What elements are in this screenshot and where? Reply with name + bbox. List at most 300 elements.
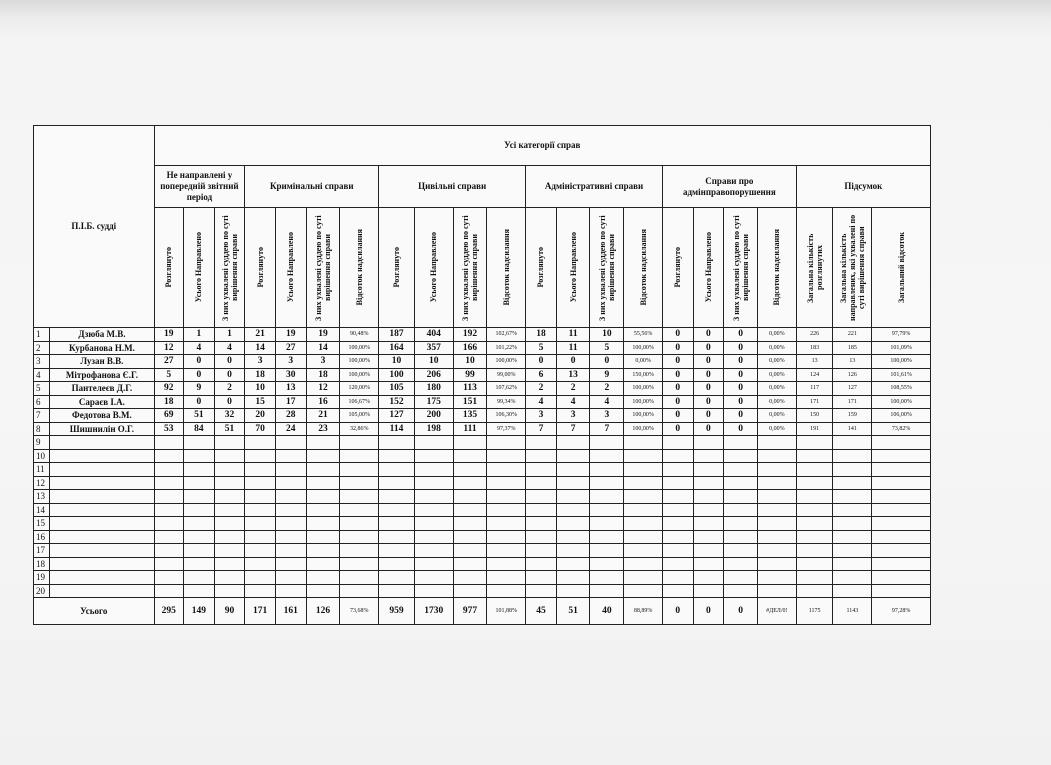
empty-cell xyxy=(50,517,154,531)
table-cell: 100,00% xyxy=(340,355,379,369)
table-cell: 101,61% xyxy=(872,368,931,382)
subheader-administrative-sent-total xyxy=(556,208,590,328)
table-cell: 150,00% xyxy=(624,368,663,382)
empty-cell xyxy=(757,476,796,490)
table-cell: 3 xyxy=(245,355,276,369)
table-cell: 100,00% xyxy=(624,395,663,409)
table-cell: 69 xyxy=(154,409,184,423)
empty-cell xyxy=(275,503,306,517)
empty-cell xyxy=(487,571,526,585)
subheader-criminal-sent-total xyxy=(275,208,306,328)
table-cell: 2 xyxy=(214,382,245,396)
table-cell: 3 xyxy=(526,409,557,423)
table-cell: 0 xyxy=(662,395,693,409)
judge-name: Сараєв І.А. xyxy=(50,395,154,409)
empty-cell xyxy=(693,463,724,477)
empty-cell xyxy=(414,557,453,571)
table-cell: 73,82% xyxy=(872,422,931,436)
total-cell: 101,88% xyxy=(487,598,526,625)
group-header-summary: Підсумок xyxy=(796,166,930,208)
row-number: 17 xyxy=(34,544,50,558)
table-cell: 1 xyxy=(184,328,215,342)
empty-cell xyxy=(624,571,663,585)
table-cell: 19 xyxy=(275,328,306,342)
empty-cell xyxy=(796,557,833,571)
empty-cell xyxy=(245,436,276,450)
empty-cell xyxy=(526,436,557,450)
empty-cell xyxy=(757,557,796,571)
empty-cell xyxy=(526,584,557,598)
table-cell: 107,62% xyxy=(487,382,526,396)
subheader-label: Загальна кількість направлених, які ухвалені по суті вирішення справи xyxy=(838,214,866,321)
empty-cell xyxy=(590,476,624,490)
empty-cell xyxy=(796,584,833,598)
table-cell: 92 xyxy=(154,382,184,396)
empty-cell xyxy=(624,517,663,531)
empty-cell xyxy=(154,503,184,517)
row-number: 16 xyxy=(34,530,50,544)
subheader-label: Відсоток надсилання xyxy=(354,229,364,306)
empty-cell xyxy=(379,449,415,463)
table-cell: 18 xyxy=(306,368,340,382)
table-cell: 171 xyxy=(796,395,833,409)
empty-cell xyxy=(275,436,306,450)
empty-cell xyxy=(833,490,872,504)
empty-cell xyxy=(662,463,693,477)
table-cell: 120,00% xyxy=(340,382,379,396)
empty-cell xyxy=(487,517,526,531)
total-cell: 0 xyxy=(724,598,758,625)
table-cell: 124 xyxy=(796,368,833,382)
empty-cell xyxy=(796,503,833,517)
table-cell: 9 xyxy=(184,382,215,396)
empty-cell xyxy=(275,571,306,585)
empty-cell xyxy=(796,544,833,558)
empty-cell xyxy=(624,490,663,504)
table-cell: 105,00% xyxy=(340,409,379,423)
empty-cell xyxy=(50,436,154,450)
table-cell: 10 xyxy=(379,355,415,369)
empty-row xyxy=(34,449,931,463)
table-cell: 4 xyxy=(590,395,624,409)
table-cell: 51 xyxy=(214,422,245,436)
empty-row xyxy=(34,436,931,450)
table-cell: 0,00% xyxy=(757,395,796,409)
empty-cell xyxy=(275,476,306,490)
total-cell: 40 xyxy=(590,598,624,625)
empty-cell xyxy=(50,503,154,517)
empty-cell xyxy=(379,490,415,504)
total-cell: 0 xyxy=(662,598,693,625)
empty-cell xyxy=(693,584,724,598)
empty-cell xyxy=(724,436,758,450)
table-cell: 106,67% xyxy=(340,395,379,409)
empty-cell xyxy=(833,584,872,598)
table-cell: 9 xyxy=(590,368,624,382)
empty-cell xyxy=(245,463,276,477)
table-cell: 0 xyxy=(662,341,693,355)
table-cell: 200 xyxy=(414,409,453,423)
empty-cell xyxy=(154,571,184,585)
table-cell: 0 xyxy=(662,355,693,369)
table-cell: 3 xyxy=(590,409,624,423)
empty-cell xyxy=(340,476,379,490)
table-cell: 126 xyxy=(833,368,872,382)
empty-cell xyxy=(340,490,379,504)
empty-cell xyxy=(414,449,453,463)
table-cell: 127 xyxy=(379,409,415,423)
empty-cell xyxy=(526,449,557,463)
empty-cell xyxy=(556,517,590,531)
total-label: Усього xyxy=(34,598,155,625)
empty-cell xyxy=(379,476,415,490)
table-cell: 0 xyxy=(724,395,758,409)
empty-cell xyxy=(590,463,624,477)
table-cell: 97,37% xyxy=(487,422,526,436)
empty-cell xyxy=(662,544,693,558)
table-row xyxy=(34,382,931,396)
empty-cell xyxy=(414,463,453,477)
table-row xyxy=(34,368,931,382)
subheader-label: З них ухвалені суддею по суті вирішення справи xyxy=(313,214,332,321)
total-cell: 51 xyxy=(556,598,590,625)
table-cell: 7 xyxy=(556,422,590,436)
empty-cell xyxy=(757,436,796,450)
empty-cell xyxy=(757,584,796,598)
empty-cell xyxy=(757,490,796,504)
table-cell: 0,00% xyxy=(757,409,796,423)
empty-cell xyxy=(214,544,245,558)
empty-cell xyxy=(724,544,758,558)
total-cell: 88,89% xyxy=(624,598,663,625)
subheader-criminal-considered xyxy=(245,208,276,328)
row-number: 20 xyxy=(34,584,50,598)
empty-cell xyxy=(306,557,340,571)
empty-cell xyxy=(487,557,526,571)
table-cell: 19 xyxy=(306,328,340,342)
table-cell: 0,00% xyxy=(757,422,796,436)
judge-name: Дзюба М.В. xyxy=(50,328,154,342)
empty-cell xyxy=(50,544,154,558)
empty-row xyxy=(34,517,931,531)
subheader-prev-period-considered xyxy=(154,208,184,328)
table-cell: 84 xyxy=(184,422,215,436)
empty-cell xyxy=(245,449,276,463)
table-cell: 111 xyxy=(453,422,487,436)
empty-cell xyxy=(275,530,306,544)
table-cell: 10 xyxy=(590,328,624,342)
empty-cell xyxy=(50,463,154,477)
table-cell: 166 xyxy=(453,341,487,355)
table-cell: 5 xyxy=(154,368,184,382)
empty-cell xyxy=(556,463,590,477)
table-cell: 53 xyxy=(154,422,184,436)
table-cell: 191 xyxy=(796,422,833,436)
table-cell: 0,00% xyxy=(624,355,663,369)
empty-cell xyxy=(275,517,306,531)
empty-cell xyxy=(872,503,931,517)
empty-cell xyxy=(275,584,306,598)
empty-cell xyxy=(214,530,245,544)
table-row xyxy=(34,395,931,409)
empty-cell xyxy=(245,517,276,531)
table-cell: 100,00% xyxy=(624,409,663,423)
empty-cell xyxy=(796,449,833,463)
empty-cell xyxy=(796,463,833,477)
empty-cell xyxy=(833,517,872,531)
table-cell: 159 xyxy=(833,409,872,423)
empty-cell xyxy=(487,476,526,490)
empty-cell xyxy=(306,530,340,544)
subheader-administrative-considered xyxy=(526,208,557,328)
empty-cell xyxy=(662,530,693,544)
empty-cell xyxy=(245,584,276,598)
table-cell: 0 xyxy=(693,395,724,409)
empty-cell xyxy=(340,557,379,571)
table-cell: 20 xyxy=(245,409,276,423)
empty-cell xyxy=(487,503,526,517)
empty-cell xyxy=(453,436,487,450)
empty-cell xyxy=(556,449,590,463)
empty-cell xyxy=(833,449,872,463)
table-cell: 0 xyxy=(556,355,590,369)
empty-cell xyxy=(662,584,693,598)
empty-cell xyxy=(590,571,624,585)
empty-cell xyxy=(453,517,487,531)
subheader-civil-on-merits xyxy=(453,208,487,328)
subheader-civil-percent xyxy=(487,208,526,328)
empty-cell xyxy=(306,490,340,504)
subheader-label: Усього Направлено xyxy=(194,232,204,303)
empty-cell xyxy=(833,476,872,490)
empty-cell xyxy=(487,436,526,450)
total-cell: 977 xyxy=(453,598,487,625)
empty-cell xyxy=(245,530,276,544)
table-cell: 100,00% xyxy=(624,382,663,396)
table-cell: 0,00% xyxy=(757,341,796,355)
empty-cell xyxy=(872,557,931,571)
empty-cell xyxy=(340,463,379,477)
table-cell: 2 xyxy=(556,382,590,396)
table-row xyxy=(34,409,931,423)
table-cell: 10 xyxy=(453,355,487,369)
table-cell: 0 xyxy=(184,395,215,409)
table-cell: 21 xyxy=(306,409,340,423)
table-cell: 12 xyxy=(306,382,340,396)
table-cell: 5 xyxy=(526,341,557,355)
empty-cell xyxy=(214,449,245,463)
row-number: 1 xyxy=(34,328,50,342)
empty-cell xyxy=(414,436,453,450)
empty-cell xyxy=(526,463,557,477)
table-cell: 164 xyxy=(379,341,415,355)
row-number: 8 xyxy=(34,422,50,436)
empty-cell xyxy=(662,490,693,504)
empty-cell xyxy=(556,503,590,517)
table-cell: 100,00% xyxy=(872,395,931,409)
empty-cell xyxy=(414,503,453,517)
empty-cell xyxy=(693,490,724,504)
row-number: 12 xyxy=(34,476,50,490)
empty-cell xyxy=(693,476,724,490)
empty-cell xyxy=(693,571,724,585)
empty-cell xyxy=(379,517,415,531)
empty-row xyxy=(34,584,931,598)
empty-cell xyxy=(693,557,724,571)
subheader-administrative-on-merits xyxy=(590,208,624,328)
empty-cell xyxy=(184,436,215,450)
empty-cell xyxy=(154,544,184,558)
total-cell: 1175 xyxy=(796,598,833,625)
table-cell: 0 xyxy=(214,368,245,382)
empty-cell xyxy=(414,517,453,531)
empty-row xyxy=(34,476,931,490)
table-cell: 0 xyxy=(590,355,624,369)
table-cell: 10 xyxy=(414,355,453,369)
total-cell: 959 xyxy=(379,598,415,625)
table-cell: 180 xyxy=(414,382,453,396)
empty-cell xyxy=(590,503,624,517)
empty-cell xyxy=(154,436,184,450)
empty-cell xyxy=(245,544,276,558)
subheader-admin-offences-considered xyxy=(662,208,693,328)
row-number: 19 xyxy=(34,571,50,585)
empty-cell xyxy=(872,449,931,463)
table-cell: 152 xyxy=(379,395,415,409)
empty-row xyxy=(34,557,931,571)
empty-cell xyxy=(872,571,931,585)
table-cell: 0,00% xyxy=(757,328,796,342)
row-number: 14 xyxy=(34,503,50,517)
empty-cell xyxy=(872,584,931,598)
empty-cell xyxy=(184,463,215,477)
table-cell: 102,67% xyxy=(487,328,526,342)
empty-cell xyxy=(379,503,415,517)
empty-cell xyxy=(214,584,245,598)
empty-cell xyxy=(662,503,693,517)
empty-cell xyxy=(724,571,758,585)
empty-cell xyxy=(184,557,215,571)
subheader-label: З них ухвалені суддею по суті вирішення справи xyxy=(460,214,479,321)
empty-cell xyxy=(693,449,724,463)
table-cell: 14 xyxy=(245,341,276,355)
total-cell: 171 xyxy=(245,598,276,625)
table-cell: 101,09% xyxy=(872,341,931,355)
empty-cell xyxy=(724,530,758,544)
empty-cell xyxy=(662,436,693,450)
empty-cell xyxy=(796,517,833,531)
empty-cell xyxy=(154,463,184,477)
empty-cell xyxy=(245,571,276,585)
total-cell: 295 xyxy=(154,598,184,625)
subheader-summary-total-sent xyxy=(833,208,872,328)
table-cell: 101,22% xyxy=(487,341,526,355)
empty-cell xyxy=(526,530,557,544)
empty-cell xyxy=(453,530,487,544)
table-cell: 106,00% xyxy=(872,409,931,423)
empty-cell xyxy=(693,517,724,531)
judges-report-table xyxy=(33,125,931,625)
subheader-civil-considered xyxy=(379,208,415,328)
judge-name: Лузан В.В. xyxy=(50,355,154,369)
table-cell: 0 xyxy=(724,422,758,436)
table-cell: 151 xyxy=(453,395,487,409)
empty-row xyxy=(34,503,931,517)
empty-cell xyxy=(306,463,340,477)
row-number: 4 xyxy=(34,368,50,382)
empty-cell xyxy=(526,557,557,571)
table-cell: 7 xyxy=(526,422,557,436)
empty-cell xyxy=(590,449,624,463)
empty-cell xyxy=(306,517,340,531)
subheader-label: Відсоток надсилання xyxy=(772,229,782,306)
table-cell: 100,00% xyxy=(340,341,379,355)
empty-cell xyxy=(624,530,663,544)
table-cell: 0 xyxy=(184,355,215,369)
subheader-label: Відсоток надсилання xyxy=(638,229,648,306)
empty-cell xyxy=(306,571,340,585)
table-cell: 0 xyxy=(693,422,724,436)
empty-cell xyxy=(757,463,796,477)
total-cell: 45 xyxy=(526,598,557,625)
all-categories-header: Усі категорії справ xyxy=(154,126,931,166)
empty-cell xyxy=(379,557,415,571)
table-cell: 100,00% xyxy=(624,422,663,436)
empty-cell xyxy=(724,517,758,531)
empty-cell xyxy=(487,490,526,504)
empty-cell xyxy=(340,449,379,463)
empty-cell xyxy=(556,490,590,504)
empty-cell xyxy=(154,476,184,490)
empty-cell xyxy=(487,463,526,477)
empty-cell xyxy=(487,544,526,558)
table-cell: 357 xyxy=(414,341,453,355)
empty-cell xyxy=(526,517,557,531)
table-cell: 1 xyxy=(214,328,245,342)
empty-cell xyxy=(184,476,215,490)
table-cell: 106,30% xyxy=(487,409,526,423)
table-cell: 51 xyxy=(184,409,215,423)
empty-cell xyxy=(556,436,590,450)
empty-cell xyxy=(724,449,758,463)
subheader-summary-total-considered xyxy=(796,208,833,328)
empty-cell xyxy=(184,530,215,544)
table-cell: 198 xyxy=(414,422,453,436)
empty-cell xyxy=(757,544,796,558)
total-row xyxy=(34,598,931,625)
table-cell: 12 xyxy=(154,341,184,355)
empty-cell xyxy=(414,571,453,585)
table-cell: 100,00% xyxy=(340,368,379,382)
empty-cell xyxy=(724,584,758,598)
subheader-label: Розглянуто xyxy=(255,247,265,288)
table-cell: 127 xyxy=(833,382,872,396)
empty-cell xyxy=(340,530,379,544)
group-header-criminal: Кримінальні справи xyxy=(245,166,379,208)
subheader-admin-offences-percent xyxy=(757,208,796,328)
table-cell: 226 xyxy=(796,328,833,342)
empty-cell xyxy=(556,530,590,544)
table-cell: 4 xyxy=(184,341,215,355)
empty-cell xyxy=(154,530,184,544)
table-cell: 192 xyxy=(453,328,487,342)
table-cell: 108,55% xyxy=(872,382,931,396)
table-cell: 0 xyxy=(724,328,758,342)
empty-cell xyxy=(624,584,663,598)
subheader-prev-period-sent-total xyxy=(184,208,215,328)
empty-cell xyxy=(556,544,590,558)
subheader-label: Усього Направлено xyxy=(568,232,578,303)
